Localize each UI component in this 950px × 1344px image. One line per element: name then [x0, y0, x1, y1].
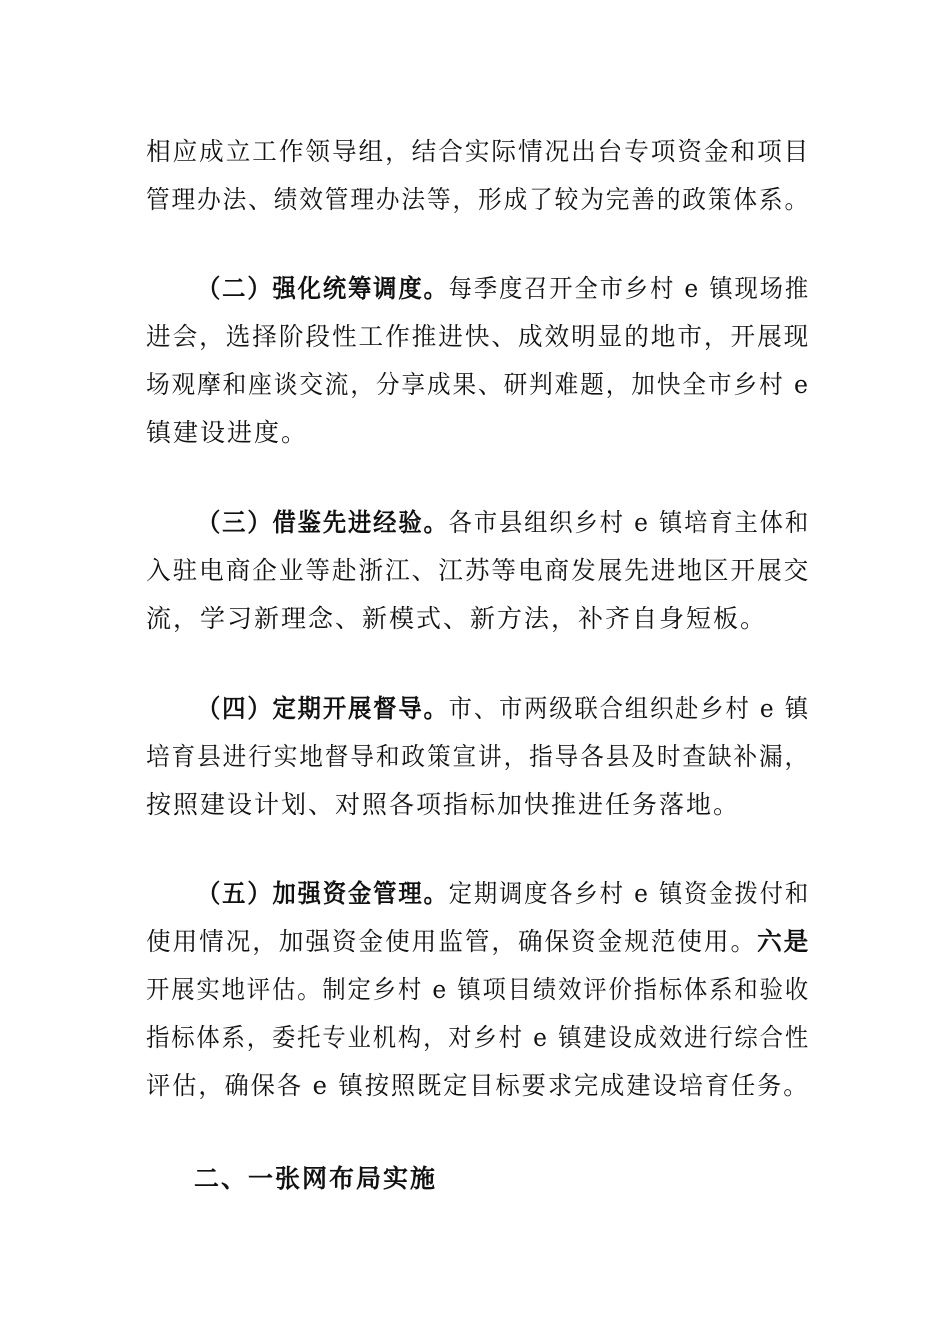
paragraph-2-lead: （二）强化统筹调度。 [197, 274, 449, 303]
paragraph-2-line-1 [197, 272, 810, 306]
paragraph-5-line-4: 指标体系，委托专业机构，对乡村 e 镇建设成效进行综合性 [146, 1023, 811, 1052]
paragraph-4-line-3: 按照建设计划、对照各项指标加快推进任务落地。 [146, 790, 741, 819]
paragraph-2-line-1-text: 每季度召开全市乡村 e 镇现场推 [448, 274, 810, 303]
paragraph-2-line-3: 场观摩和座谈交流，分享成果、研判难题，加快全市乡村 e [146, 370, 810, 399]
paragraph-4-line-1-text: 市、市两级联合组织赴乡村 e 镇 [448, 694, 810, 723]
paragraph-1-line-1: 相应成立工作领导组，结合实际情况出台专项资金和项目 [146, 137, 811, 166]
paragraph-4-lead: （四）定期开展督导。 [197, 694, 449, 723]
section-heading [194, 1162, 437, 1196]
paragraph-4-line-1 [197, 692, 810, 726]
paragraph-5-line-1 [197, 877, 810, 911]
paragraph-1-line-2: 管理办法、绩效管理办法等，形成了较为完善的政策体系。 [146, 185, 811, 214]
paragraph-5-lead: （五）加强资金管理。 [197, 879, 449, 908]
paragraph-3-line-1 [197, 506, 810, 540]
paragraph-5-line-2-text: 使用情况，加强资金使用监管，确保资金规范使用。 [146, 927, 758, 956]
paragraph-3-line-1-text: 各市县组织乡村 e 镇培育主体和 [448, 508, 810, 537]
paragraph-5-line-5: 评估，确保各 e 镇按照既定目标要求完成建设培育任务。 [146, 1071, 810, 1100]
paragraph-5-line-1-text: 定期调度各乡村 e 镇资金拨付和 [448, 879, 810, 908]
paragraph-3-lead: （三）借鉴先进经验。 [197, 508, 449, 537]
paragraph-5-bold-phrase: 六是 [757, 927, 811, 956]
section-heading-text: 二、一张网布局实施 [194, 1164, 438, 1193]
paragraph-3-line-3: 流，学习新理念、新模式、新方法，补齐自身短板。 [146, 604, 768, 633]
paragraph-4-line-2: 培育县进行实地督导和政策宣讲，指导各县及时查缺补漏， [146, 742, 811, 771]
paragraph-5-line-2 [146, 925, 810, 959]
paragraph-2-line-4: 镇建设进度。 [146, 418, 309, 447]
paragraph-3-line-2: 入驻电商企业等赴浙江、江苏等电商发展先进地区开展交 [146, 556, 811, 585]
paragraph-5-line-3: 开展实地评估。制定乡村 e 镇项目绩效评价指标体系和验收 [146, 975, 811, 1004]
paragraph-2-line-2: 进会，选择阶段性工作推进快、成效明显的地市，开展现 [146, 322, 811, 351]
